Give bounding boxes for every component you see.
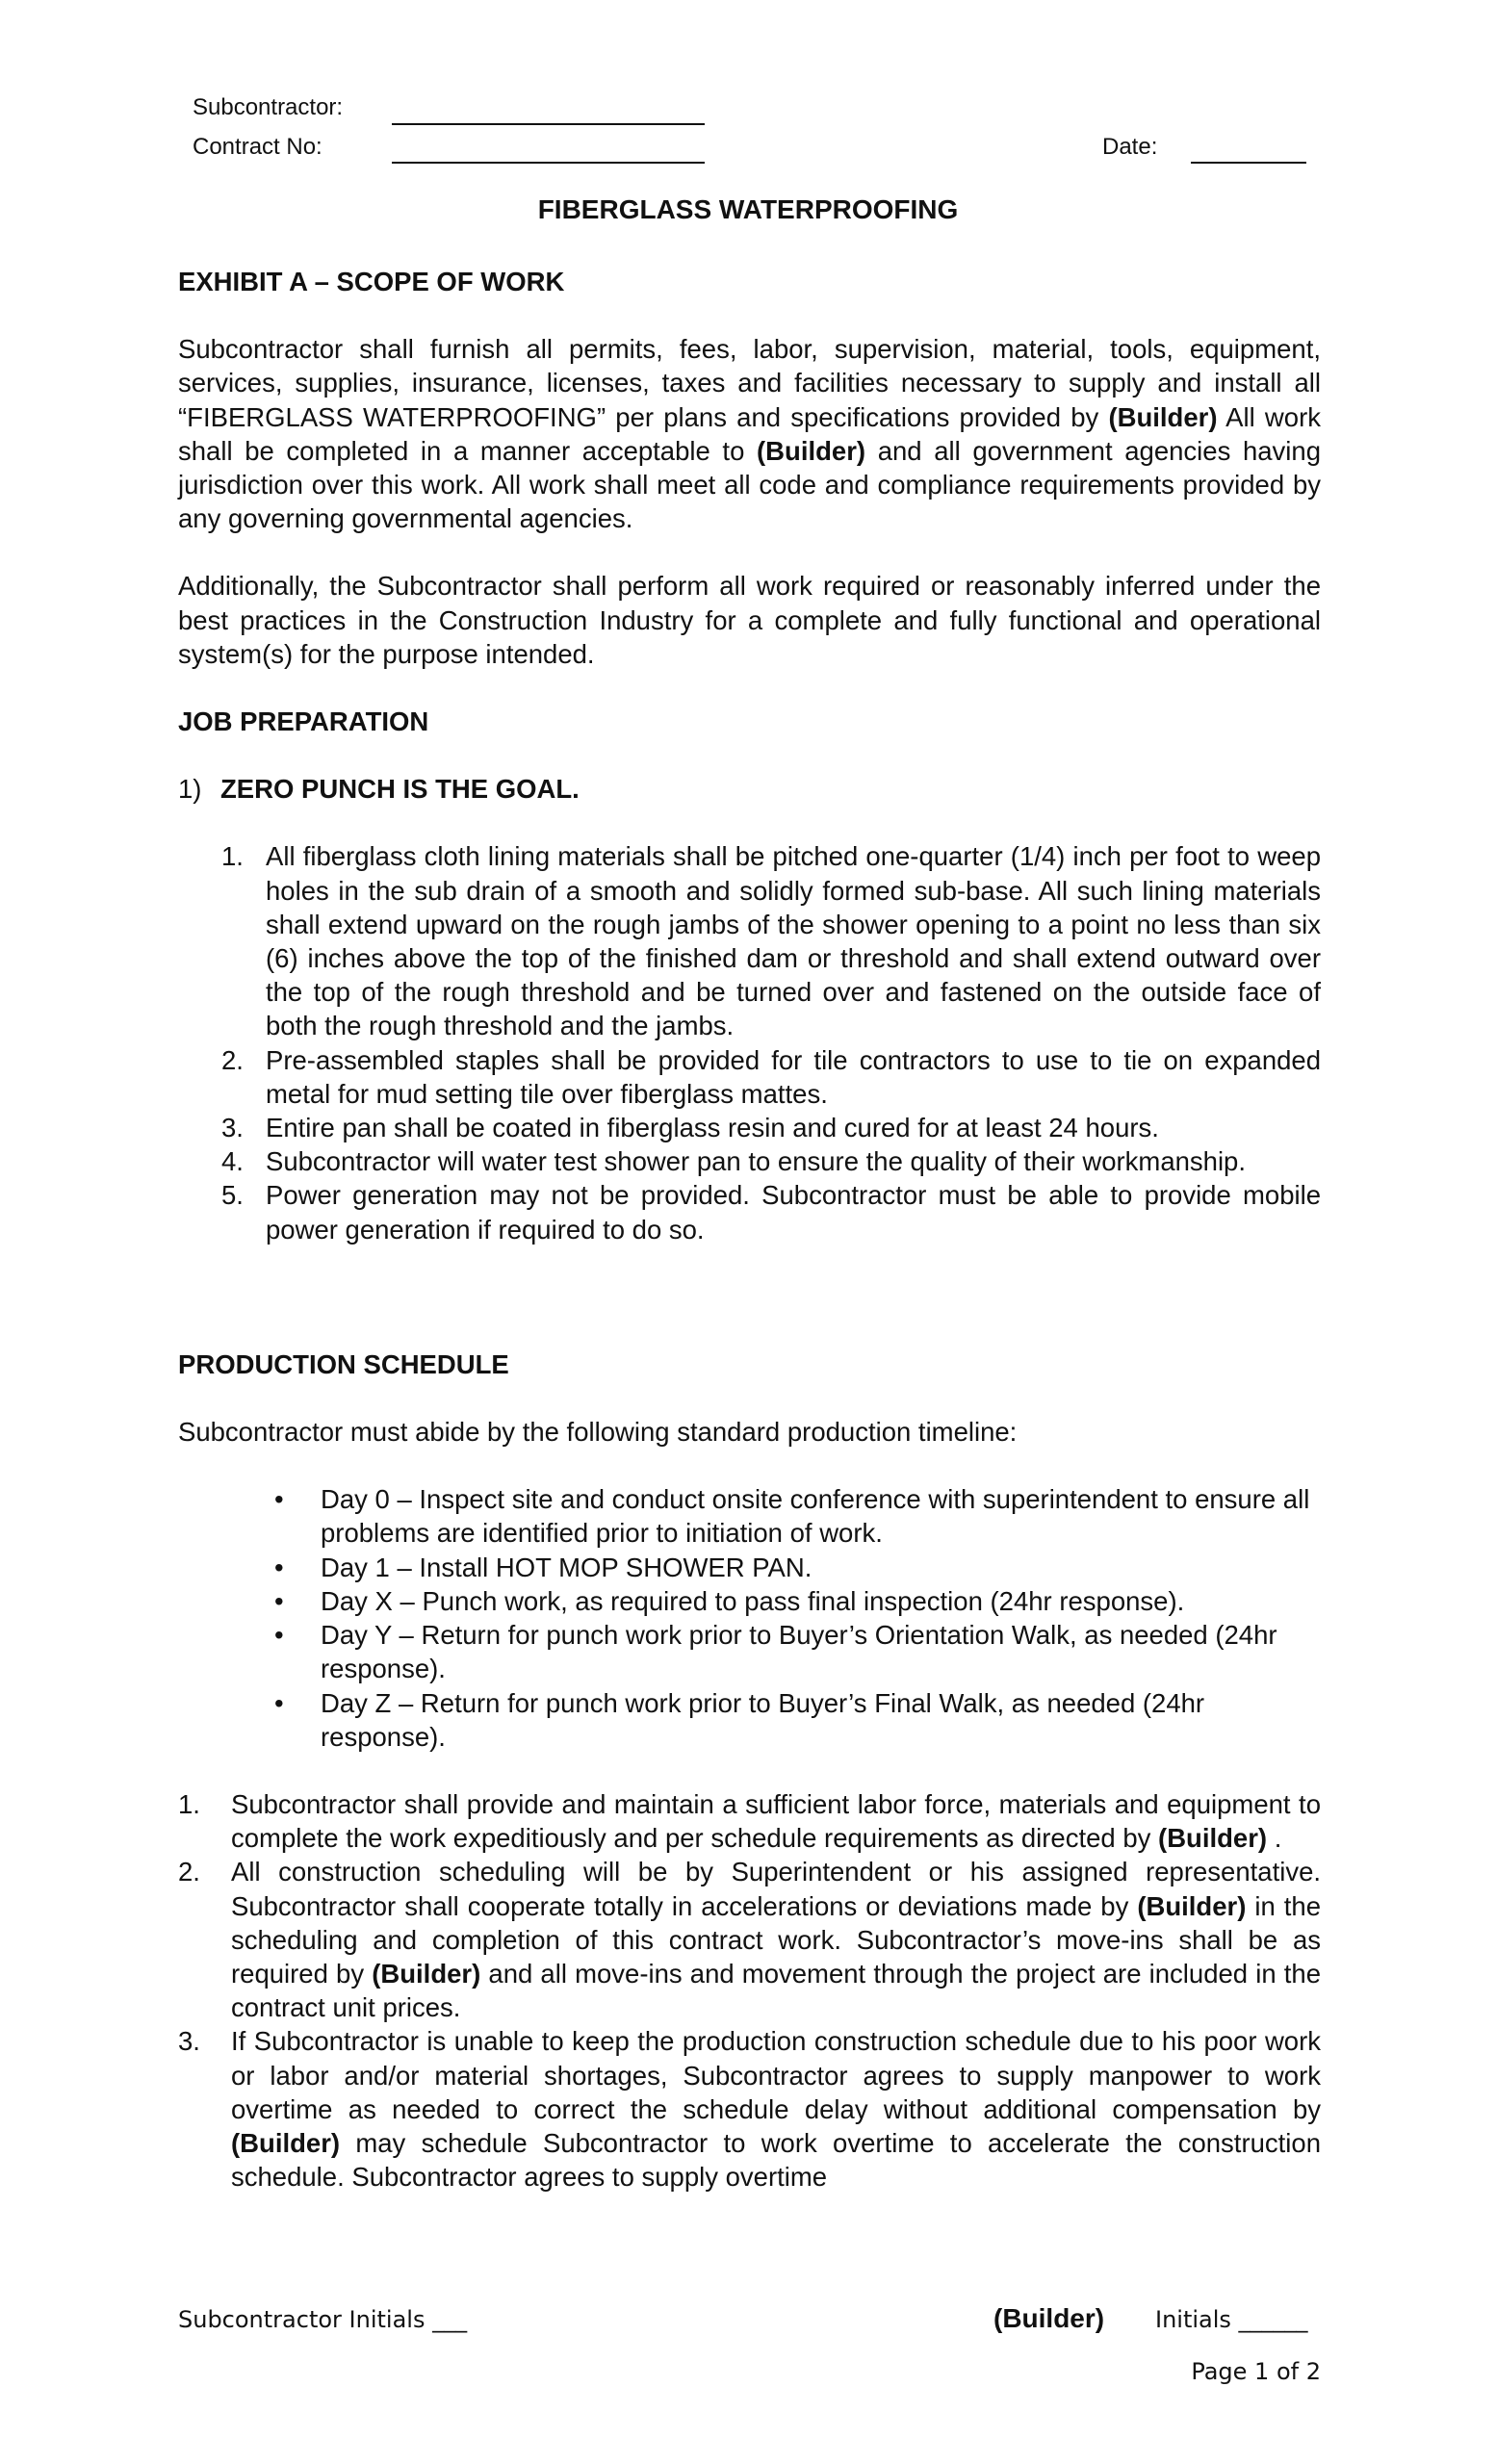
contract-label: Contract No: — [193, 134, 322, 160]
list-item: • Day 1 – Install HOT MOP SHOWER PAN. — [274, 1552, 812, 1582]
date-label: Date: — [1102, 134, 1158, 160]
subcontractor-field — [193, 94, 343, 121]
list-item: • Day Y – Return for punch work prior to Buyer’s Orientation Walk, as needed (24hr response). — [274, 1620, 1277, 1684]
production-intro: Subcontractor must abide by the following standard production timeline: — [178, 1417, 1018, 1448]
subcontractor-label: Subcontractor: — [193, 94, 344, 120]
list-item: 3. Entire pan shall be coated in fiberglass resin and cured for at least 24 hours. — [221, 1113, 1159, 1143]
schedule-list — [178, 1482, 1321, 1754]
production-heading: PRODUCTION SCHEDULE — [178, 1348, 509, 1379]
subcontractor-initials[interactable]: Subcontractor Initials ___ — [178, 2306, 468, 2333]
list-item: • Day 0 – Inspect site and conduct onsite conference with superintendent to ensure all problems are identified prior to initiation of work. — [274, 1484, 1310, 1549]
goal-line: 1) ZERO PUNCH IS THE GOAL. — [178, 774, 580, 805]
list-item: • Day X – Punch work, as required to pass final inspection (24hr response). — [274, 1585, 1185, 1616]
page-number: Page 1 of 2 — [1191, 2358, 1321, 2385]
intro-paragraph-2: Additionally, the Subcontractor shall perform all work required or reasonably inferred under the best practices in the Construction Industry for a complete and fully functional and operational system(s) for the purpose intended. — [178, 571, 1321, 669]
list-item: 5. Power generation may not be provided. Subcontractor must be able to provide mobile power generation if required to do so. — [221, 1180, 1321, 1245]
document-title: FIBERGLASS WATERPROOFING — [537, 194, 959, 224]
date-field — [1102, 134, 1157, 161]
list-item: 2. All construction scheduling will be by Superintendent or his assigned representative. Subcontractor shall cooperate totally in accelerations or deviations made by (Builder) in the scheduling and completion of this contract work. Subcontractor’s move-ins shall be as required by (Builder) and all move-ins and movement through the project are included in the contract unit prices. — [178, 1857, 1321, 2023]
list-item: 4. Subcontractor will water test shower pan to ensure the quality of their workmanship. — [221, 1146, 1246, 1177]
list-item: • Day Z – Return for punch work prior to Buyer’s Final Walk, as needed (24hr response). — [274, 1687, 1205, 1752]
builder-label: (Builder) — [993, 2303, 1105, 2333]
list-item: 1. Subcontractor shall provide and maintain a sufficient labor force, materials and equipment to complete the work expeditiously and per schedule requirements as directed by (Builder) . — [178, 1788, 1321, 1854]
date-blank[interactable] — [1191, 137, 1306, 164]
production-list — [178, 1787, 1321, 2194]
job-prep-heading: JOB PREPARATION — [178, 706, 429, 737]
document-body — [178, 265, 1321, 2194]
subcontractor-blank[interactable] — [392, 98, 705, 125]
contract-field — [193, 134, 322, 161]
list-item: 3. If Subcontractor is unable to keep the production construction schedule due to his poor work or labor and/or material shortages, Subcontractor agrees to supply manpower to work overtime as needed to correct the schedule delay without additional compensation by (Builder) may schedule Subcontractor to work overtime to accelerate the construction schedule. Subcontractor agrees to supply overtime — [178, 2026, 1321, 2193]
contract-blank[interactable] — [392, 137, 705, 164]
intro-paragraph-1: Subcontractor shall furnish all permits, fees, labor, supervision, material, tools, equipment, services, supplies, insurance, licenses, taxes and facilities necessary to supply and install all “FIBERGLASS WATERPROOFING” per plans and specifications provided by (Builder) All work shall be completed in a manner acceptable to (Builder) and all government agencies having jurisdiction over this work. All work shall meet all code and compliance requirements provided by any governing governmental agencies. — [178, 334, 1321, 534]
builder-initials[interactable]: Initials ______ — [1155, 2306, 1308, 2333]
list-item: 2. Pre-assembled staples shall be provided for tile contractors to use to tie on expanded metal for mud setting tile over fiberglass mattes. — [221, 1044, 1321, 1109]
list-item: 1. All fiberglass cloth lining materials shall be pitched one-quarter (1/4) inch per foot to weep holes in the sub drain of a smooth and solidly formed sub-base. All such lining materials shall extend upward on the rough jambs of the shower opening to a point no less than six (6) inches above the top of the finished dam or threshold and shall extend outward over the top of the rough threshold and be turned over and fastened on the outside face of both the rough threshold and the jambs. — [221, 841, 1321, 1041]
exhibit-heading: EXHIBIT A – SCOPE OF WORK — [178, 267, 565, 296]
job-prep-list — [178, 839, 1321, 1245]
